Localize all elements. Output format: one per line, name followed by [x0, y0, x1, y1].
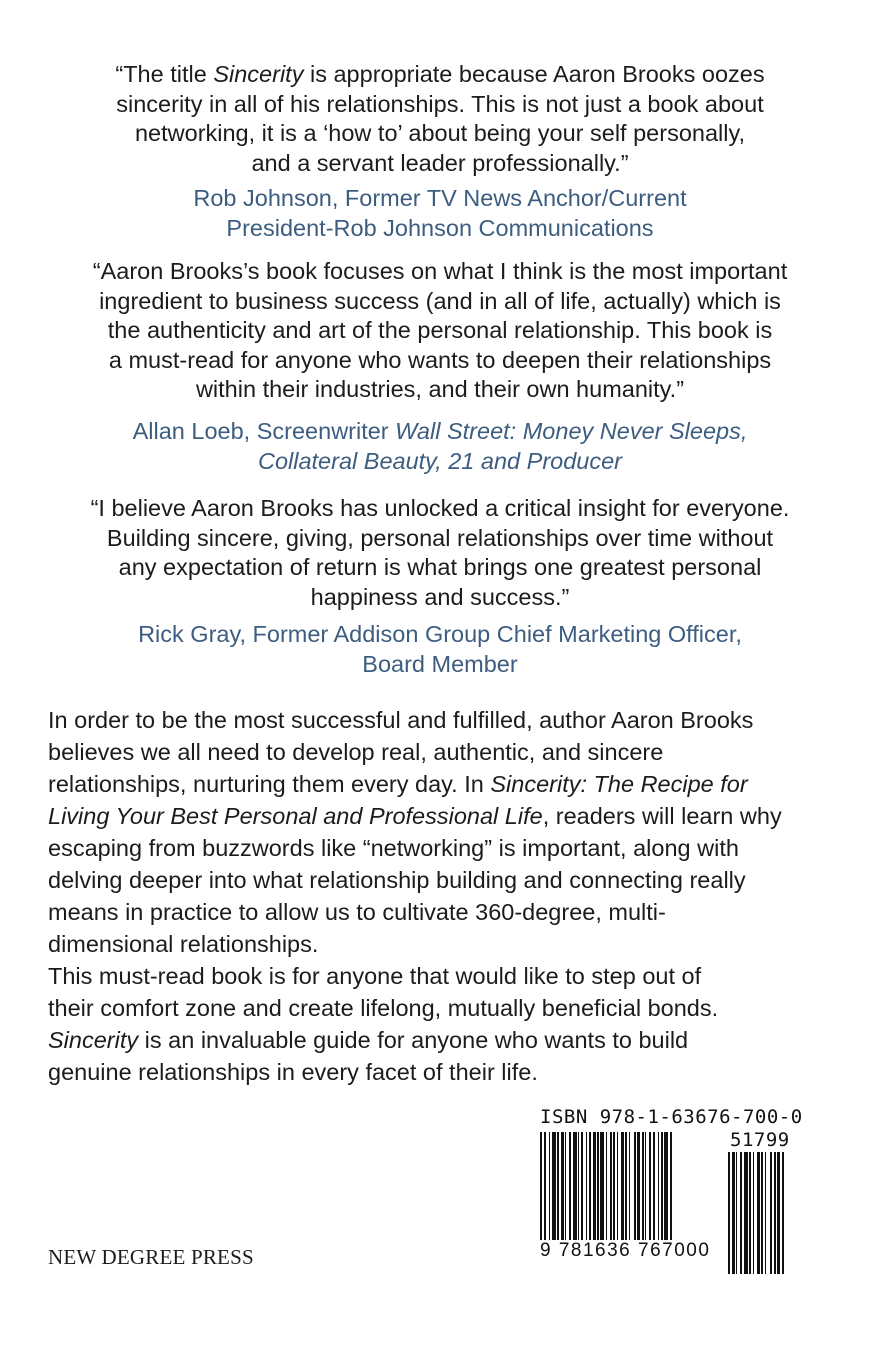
barcode-bar [597, 1132, 599, 1240]
barcode-bar [728, 1152, 730, 1274]
text-line: genuine relationships in every facet of their life. [48, 1059, 538, 1085]
barcode-bar [774, 1152, 776, 1274]
barcode-bar [634, 1132, 636, 1240]
endorsement-2-attribution [0, 416, 880, 476]
text-line: ingredient to business success (and in all of life, actually) which is [99, 287, 781, 314]
barcode-bar [573, 1132, 577, 1240]
barcode-bar [661, 1132, 663, 1240]
book-description [48, 704, 858, 1088]
barcode-bar [552, 1132, 556, 1240]
text-line: sincerity in all of his relationships. This is not just a book about [116, 90, 764, 117]
text-line: “The title Sincerity is appropriate because Aaron Brooks oozes [115, 61, 765, 87]
isbn-label: ISBN 978-1-63676-700-0 [540, 1106, 803, 1128]
barcode-bar [782, 1152, 784, 1274]
barcode-bar [621, 1132, 624, 1240]
text-line: happiness and success.” [310, 583, 570, 610]
barcode-bar [540, 1132, 542, 1240]
text-line: Board Member [362, 651, 518, 677]
text-line: “I believe Aaron Brooks has unlocked a critical insight for everyone. [90, 495, 790, 521]
text-line: networking, it is a ‘how to’ about being your self personally, [134, 120, 746, 146]
endorsement-1-quote [0, 60, 880, 178]
text-line: their comfort zone and create lifelong, mutually beneficial bonds. [48, 995, 719, 1021]
barcode-bar [637, 1132, 640, 1240]
endorsement-3-attribution [0, 619, 880, 679]
barcode-bar [544, 1132, 546, 1240]
barcode-bar [732, 1152, 735, 1274]
ean-barcode [540, 1132, 710, 1240]
barcode-bar [749, 1152, 751, 1274]
barcode-bar [670, 1132, 672, 1240]
barcode-bar [625, 1132, 627, 1240]
ean-digits: 9 781636 767000 [540, 1240, 711, 1261]
endorsement-2-quote [0, 257, 880, 405]
barcode-bar [740, 1152, 742, 1274]
barcode-bar [736, 1152, 737, 1274]
barcode-bar [757, 1152, 760, 1274]
barcode-bar [642, 1132, 644, 1240]
barcode-bar [770, 1152, 772, 1274]
text-line: Building sincere, giving, personal relationships over time without [106, 524, 774, 551]
text-line: means in practice to allow us to cultivate 360-degree, multi- [48, 899, 666, 925]
text-line: This must-read book is for anyone that would like to step out of [48, 963, 702, 989]
barcode-bar [658, 1132, 659, 1240]
barcode-bar [617, 1132, 618, 1240]
barcode-bar [549, 1132, 550, 1240]
text-line: believes we all need to develop real, authentic, and sincere [48, 739, 664, 765]
text-line: dimensional relationships. [48, 931, 319, 957]
publisher-name: NEW DEGREE PRESS [48, 1245, 254, 1269]
price-code: 51799 [730, 1129, 790, 1151]
barcode-bar [593, 1132, 596, 1240]
barcode-bar [610, 1132, 612, 1240]
barcode-bar [649, 1132, 651, 1240]
text-line: Living Your Best Personal and Professional Life, readers will learn why [48, 803, 782, 829]
text-line: Rick Gray, Former Addison Group Chief Marketing Officer, [138, 621, 742, 647]
text-line: In order to be the most successful and fulfilled, author Aaron Brooks [48, 707, 754, 733]
barcode-bar [613, 1132, 615, 1240]
barcode-bar [653, 1132, 655, 1240]
endorsement-1-attribution [0, 183, 880, 243]
barcode-bar [561, 1132, 564, 1240]
endorsement-3-quote [0, 494, 880, 612]
text-line: a must-read for anyone who wants to deepen their relationships [108, 346, 772, 373]
barcode-bar [586, 1132, 587, 1240]
barcode-bar [664, 1132, 668, 1240]
barcode-bar [744, 1152, 748, 1274]
barcode-bar [645, 1132, 646, 1240]
barcode-bar [606, 1132, 607, 1240]
barcode-bar [765, 1152, 766, 1274]
text-line: the authenticity and art of the personal relationship. This book is [107, 317, 773, 343]
text-line: relationships, nurturing them every day. In Sincerity: The Recipe for [48, 771, 748, 797]
barcode-bar [600, 1132, 604, 1240]
text-line: and a servant leader professionally.” [251, 149, 629, 176]
barcode-bar [557, 1132, 559, 1240]
barcode-bar [565, 1132, 566, 1240]
barcode-bar [569, 1132, 571, 1240]
text-line: Collateral Beauty, 21 and Producer [257, 448, 623, 474]
barcode-bar [777, 1152, 780, 1274]
barcode-bar [761, 1152, 763, 1274]
text-line: within their industries, and their own humanity.” [195, 376, 685, 402]
text-line: any expectation of return is what brings one greatest personal [118, 554, 762, 580]
barcode-bar [753, 1152, 754, 1274]
text-line: Allan Loeb, Screenwriter Wall Street: Money Never Sleeps, [132, 418, 748, 444]
text-line: Rob Johnson, Former TV News Anchor/Current [193, 185, 687, 211]
barcode-bar [581, 1132, 583, 1240]
barcode-bar [629, 1132, 630, 1240]
barcode-bar [589, 1132, 591, 1240]
price-barcode [728, 1152, 792, 1274]
text-line: escaping from buzzwords like “networking” is important, along with [48, 835, 739, 861]
text-line: President-Rob Johnson Communications [226, 215, 654, 241]
text-line: Sincerity is an invaluable guide for anyone who wants to build [48, 1027, 689, 1053]
text-line: “Aaron Brooks’s book focuses on what I think is the most important [92, 258, 788, 284]
text-line: delving deeper into what relationship building and connecting really [48, 867, 746, 893]
barcode-bar [578, 1132, 579, 1240]
